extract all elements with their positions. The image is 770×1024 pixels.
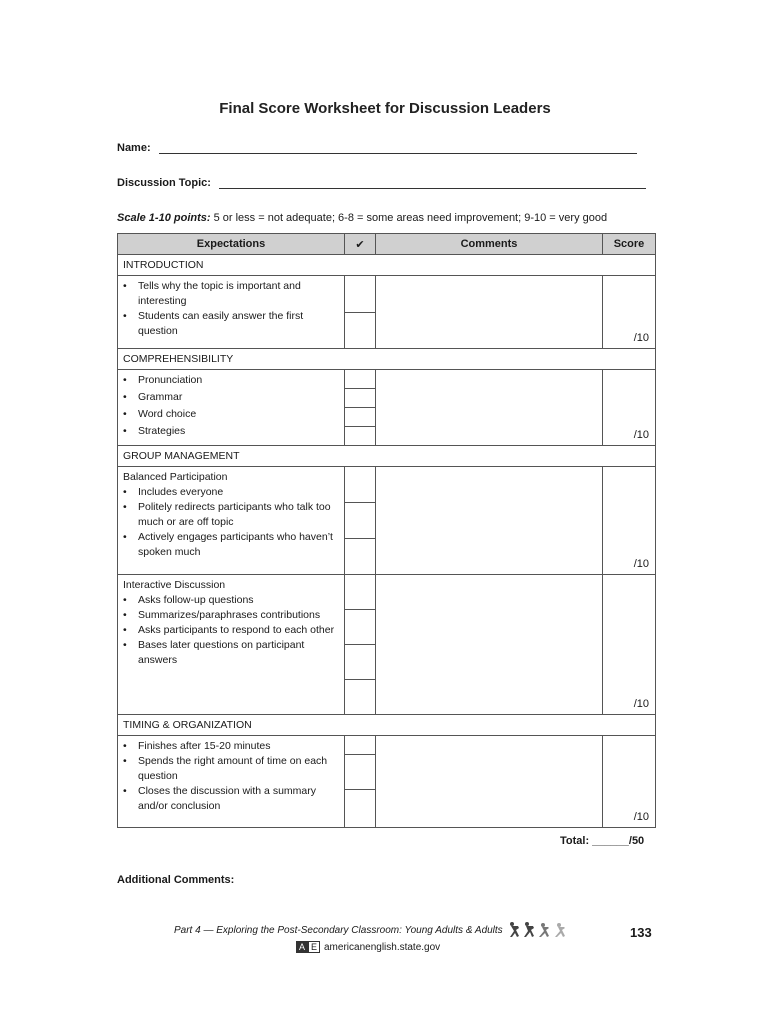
checkbox[interactable] — [345, 467, 375, 503]
scale-label: Scale 1-10 points: — [117, 212, 211, 224]
check-cell — [345, 370, 376, 446]
expectations-cell — [118, 467, 345, 575]
list-item: • Strategies — [123, 423, 338, 440]
score-cell[interactable] — [603, 276, 656, 349]
comments-cell[interactable] — [376, 370, 603, 446]
table-row — [118, 370, 656, 446]
score-value: /10 — [633, 332, 649, 344]
site-credit — [296, 941, 440, 953]
table-row — [118, 467, 656, 575]
score-cell[interactable] — [603, 736, 656, 828]
score-cell[interactable] — [603, 575, 656, 715]
name-field — [117, 142, 637, 154]
checkbox[interactable] — [345, 408, 375, 427]
col-score: Score — [603, 234, 656, 255]
list-item: • Summarizes/paraphrases contributions — [123, 608, 338, 623]
table-row — [118, 276, 656, 349]
list-item: • Spends the right amount of time on each question — [123, 754, 338, 784]
score-cell[interactable] — [603, 370, 656, 446]
score-value: /10 — [633, 429, 649, 441]
expectations-cell — [118, 370, 345, 446]
table-row — [118, 736, 656, 828]
topic-line[interactable] — [219, 178, 646, 189]
name-line[interactable] — [159, 143, 637, 154]
scale-description — [117, 212, 607, 224]
page-title: Final Score Worksheet for Discussion Leaders — [219, 100, 551, 117]
checkbox[interactable] — [345, 645, 375, 680]
list-item: • Closes the discussion with a summary and/or conclusion — [123, 784, 338, 814]
list-item: • Finishes after 15-20 minutes — [123, 739, 338, 754]
score-value: /10 — [633, 811, 649, 823]
comments-cell[interactable] — [376, 276, 603, 349]
check-cell — [345, 736, 376, 828]
col-check: ✔ — [345, 234, 376, 255]
expectations-cell — [118, 276, 345, 349]
checkbox[interactable] — [345, 313, 375, 348]
checkbox[interactable] — [345, 427, 375, 444]
section-heading-comprehensibility: COMPREHENSIBILITY — [118, 349, 656, 370]
list-item: • Bases later questions on participant answers — [123, 638, 338, 668]
list-item: • Tells why the topic is important and interesting — [123, 279, 338, 309]
checkbox[interactable] — [345, 680, 375, 714]
list-item: • Word choice — [123, 406, 338, 423]
check-cell — [345, 276, 376, 349]
checkbox[interactable] — [345, 370, 375, 389]
section-heading-timing-organization: TIMING & ORGANIZATION — [118, 715, 656, 736]
checkbox[interactable] — [345, 736, 375, 755]
topic-label: Discussion Topic: — [117, 177, 211, 189]
checkbox[interactable] — [345, 389, 375, 408]
expectations-cell — [118, 575, 345, 715]
list-item: • Students can easily answer the first question — [123, 309, 338, 339]
list-item: • Includes everyone — [123, 485, 338, 500]
section-heading-row — [118, 715, 656, 736]
ae-logo: A E — [296, 941, 320, 953]
table-row — [118, 575, 656, 715]
footer-text: Part 4 — Exploring the Post-Secondary Classroom: Young Adults & Adults — [174, 925, 503, 936]
col-comments: Comments — [376, 234, 603, 255]
checkbox[interactable] — [345, 755, 375, 790]
total-score: Total: ______/50 — [560, 835, 645, 847]
section-heading-row — [118, 255, 656, 276]
list-item: • Actively engages participants who haven’t spoken much — [123, 530, 338, 560]
section-heading-group-management: GROUP MANAGEMENT — [118, 446, 656, 467]
list-item: • Grammar — [123, 389, 338, 406]
expectations-cell — [118, 736, 345, 828]
topic-field — [117, 177, 646, 189]
checkbox[interactable] — [345, 575, 375, 610]
section-heading-introduction: INTRODUCTION — [118, 255, 656, 276]
runners-icon — [506, 921, 568, 942]
comments-cell[interactable] — [376, 736, 603, 828]
comments-cell[interactable] — [376, 575, 603, 715]
col-expectations: Expectations — [118, 234, 345, 255]
table-header-row — [118, 234, 656, 255]
additional-comments-label: Additional Comments: — [117, 874, 235, 886]
checkbox[interactable] — [345, 503, 375, 539]
scale-text: 5 or less = not adequate; 6-8 = some areas need improvement; 9-10 = very good — [210, 212, 608, 224]
checkbox[interactable] — [345, 790, 375, 827]
subheading-balanced-participation: Balanced Participation — [123, 471, 228, 483]
list-item: • Asks follow-up questions — [123, 593, 338, 608]
score-value: /10 — [633, 698, 649, 710]
list-item: • Asks participants to respond to each other — [123, 623, 338, 638]
comments-cell[interactable] — [376, 467, 603, 575]
checkbox[interactable] — [345, 610, 375, 645]
checkbox[interactable] — [345, 539, 375, 574]
list-item: • Politely redirects participants who talk too much or are off topic — [123, 500, 338, 530]
score-cell[interactable] — [603, 467, 656, 575]
score-value: /10 — [633, 558, 649, 570]
checkbox[interactable] — [345, 276, 375, 313]
page-number: 133 — [630, 925, 652, 940]
list-item: • Pronunciation — [123, 372, 338, 389]
subheading-interactive-discussion: Interactive Discussion — [123, 579, 226, 591]
section-heading-row — [118, 349, 656, 370]
check-cell — [345, 575, 376, 715]
name-label: Name: — [117, 142, 151, 154]
check-cell — [345, 467, 376, 575]
section-heading-row — [118, 446, 656, 467]
score-worksheet-table — [117, 233, 656, 828]
site-url[interactable]: americanenglish.state.gov — [324, 941, 441, 953]
